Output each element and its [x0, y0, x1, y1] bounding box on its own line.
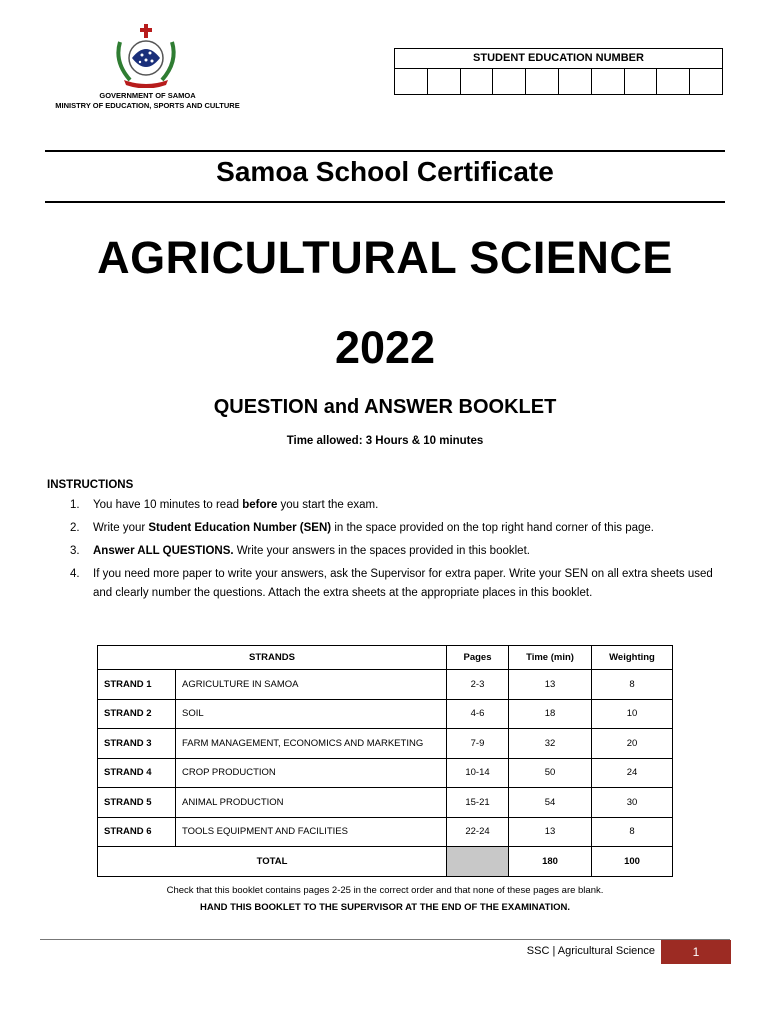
time-cell: 50	[509, 758, 592, 788]
instruction-item	[70, 542, 735, 561]
instruction-text: Write your answers in the spaces provided in this booklet.	[233, 545, 530, 557]
time-cell: 13	[509, 817, 592, 847]
pages-cell: 10-14	[447, 758, 509, 788]
sen-cell[interactable]	[592, 69, 625, 95]
strand-cell: STRAND 2	[98, 699, 176, 729]
header-pages: Pages	[447, 646, 509, 670]
pages-cell: 15-21	[447, 788, 509, 818]
strands-table	[97, 645, 673, 877]
sen-cell[interactable]	[461, 69, 494, 95]
bottom-rule	[45, 201, 725, 203]
time-cell: 54	[509, 788, 592, 818]
weighting-cell: 10	[592, 699, 673, 729]
strand-cell: STRAND 5	[98, 788, 176, 818]
instruction-item	[70, 519, 735, 538]
table-total-row	[98, 847, 673, 877]
instruction-bold: Student Education Number (SEN)	[148, 522, 332, 534]
sen-cells	[395, 69, 722, 95]
table-header-row	[98, 646, 673, 670]
pages-cell: 22-24	[447, 817, 509, 847]
hand-in-note: HAND THIS BOOKLET TO THE SUPERVISOR AT THE END OF THE EXAMINATION.	[200, 902, 570, 913]
instruction-text: If you need more paper to write your answers, ask the Supervisor for extra paper. Write your SEN on all extra sheets used and clearly number the questions. Attach the extra sheets at the appropriate places in this booklet.	[93, 568, 713, 599]
table-row	[98, 670, 673, 700]
page-check-note: Check that this booklet contains pages 2-25 in the correct order and that none of these pages are blank.	[166, 885, 604, 896]
total-weighting: 100	[592, 847, 673, 877]
page-number: 1	[661, 940, 731, 964]
instruction-number: 2.	[70, 522, 80, 534]
strand-name-cell: AGRICULTURE IN SAMOA	[176, 670, 447, 700]
instructions-heading: INSTRUCTIONS	[47, 479, 134, 491]
footer-rule	[40, 939, 730, 940]
total-pages-shaded	[447, 847, 509, 877]
table-row	[98, 729, 673, 759]
instruction-text: Write your	[93, 522, 149, 534]
strand-name-cell: CROP PRODUCTION	[176, 758, 447, 788]
header-weighting: Weighting	[592, 646, 673, 670]
strand-name-cell: ANIMAL PRODUCTION	[176, 788, 447, 818]
sen-box	[394, 48, 723, 95]
instruction-bold: before	[242, 499, 278, 511]
sen-cell[interactable]	[657, 69, 690, 95]
pages-cell: 2-3	[447, 670, 509, 700]
sen-cell[interactable]	[690, 69, 722, 95]
table-row	[98, 699, 673, 729]
weighting-cell: 30	[592, 788, 673, 818]
strand-name-cell: TOOLS EQUIPMENT AND FACILITIES	[176, 817, 447, 847]
sen-cell[interactable]	[493, 69, 526, 95]
instruction-text: you start the exam.	[277, 499, 379, 511]
weighting-cell: 24	[592, 758, 673, 788]
table-row	[98, 817, 673, 847]
time-allowed: Time allowed: 3 Hours & 10 minutes	[286, 435, 484, 447]
instruction-item	[70, 496, 735, 515]
booklet-title: QUESTION and ANSWER BOOKLET	[213, 396, 557, 418]
sen-label: STUDENT EDUCATION NUMBER	[395, 49, 722, 69]
table-row	[98, 758, 673, 788]
footer-text: SSC | Agricultural Science	[526, 945, 655, 957]
total-time: 180	[509, 847, 592, 877]
instruction-number: 3.	[70, 545, 80, 557]
time-cell: 18	[509, 699, 592, 729]
strand-cell: STRAND 4	[98, 758, 176, 788]
instruction-item	[70, 565, 735, 603]
sen-cell[interactable]	[395, 69, 428, 95]
header-strands: STRANDS	[98, 646, 447, 670]
exam-year: 2022	[334, 322, 436, 373]
subject-title: AGRICULTURAL SCIENCE	[97, 232, 673, 283]
instruction-text: in the space provided on the top right hand corner of this page.	[331, 522, 654, 534]
sen-cell[interactable]	[625, 69, 658, 95]
certificate-title: Samoa School Certificate	[216, 156, 554, 187]
top-rule	[45, 150, 725, 152]
strand-name-cell: SOIL	[176, 699, 447, 729]
sen-cell[interactable]	[559, 69, 592, 95]
pages-cell: 4-6	[447, 699, 509, 729]
header-time: Time (min)	[509, 646, 592, 670]
government-label	[40, 91, 255, 111]
weighting-cell: 8	[592, 817, 673, 847]
gov-line-1: GOVERNMENT OF SAMOA	[99, 91, 196, 100]
weighting-cell: 20	[592, 729, 673, 759]
pages-cell: 7-9	[447, 729, 509, 759]
sen-cell[interactable]	[526, 69, 559, 95]
strand-cell: STRAND 6	[98, 817, 176, 847]
time-cell: 32	[509, 729, 592, 759]
weighting-cell: 8	[592, 670, 673, 700]
instruction-number: 1.	[70, 499, 80, 511]
instruction-text: You have 10 minutes to read	[93, 499, 243, 511]
instruction-bold: Answer ALL QUESTIONS.	[93, 545, 234, 557]
strand-name-cell: FARM MANAGEMENT, ECONOMICS AND MARKETING	[176, 729, 447, 759]
strand-cell: STRAND 3	[98, 729, 176, 759]
strand-cell: STRAND 1	[98, 670, 176, 700]
total-label: TOTAL	[98, 847, 447, 877]
sen-cell[interactable]	[428, 69, 461, 95]
instructions-list	[70, 496, 735, 607]
table-row	[98, 788, 673, 818]
gov-line-2: MINISTRY OF EDUCATION, SPORTS AND CULTURE	[55, 101, 240, 110]
samoa-coat-of-arms-icon	[110, 22, 182, 88]
instruction-number: 4.	[70, 568, 80, 580]
time-cell: 13	[509, 670, 592, 700]
